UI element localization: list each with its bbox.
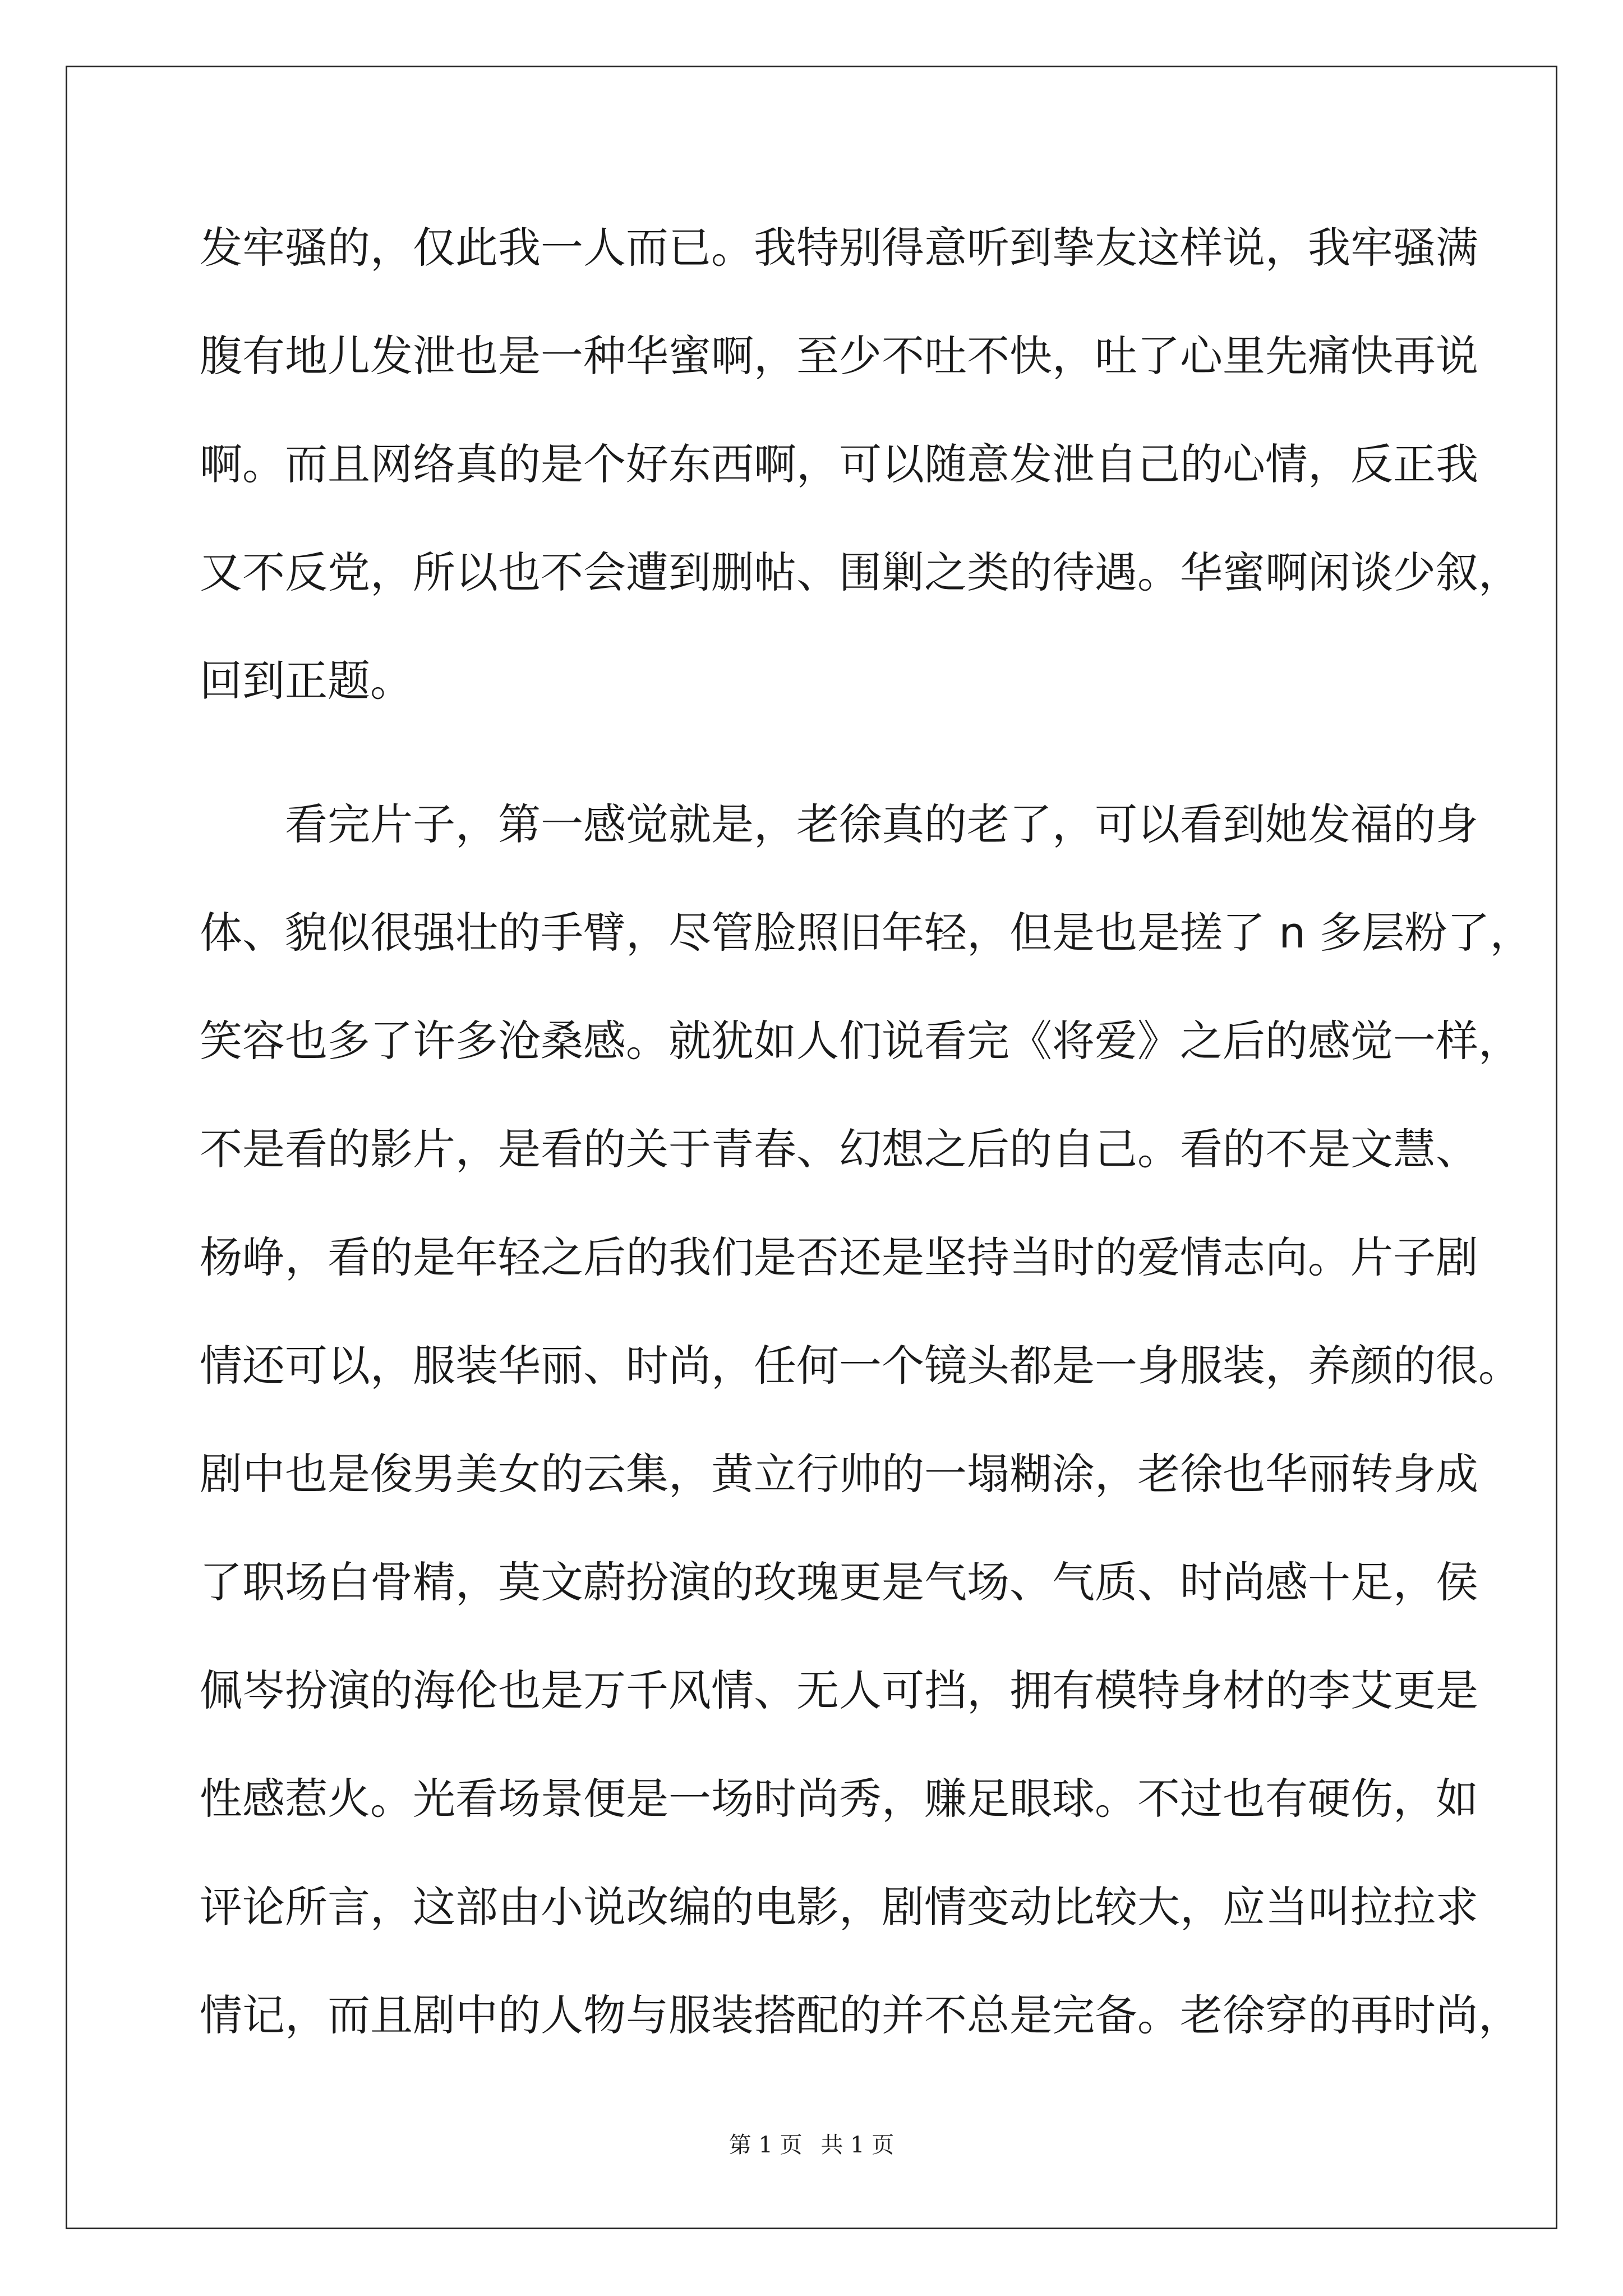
- text-line: 笑容也多了许多沧桑感。就犹如人们说看完《将爱》之后的感觉一样，: [200, 1016, 1521, 1066]
- document-body: [200, 214, 1533, 2090]
- text-line: 不是看的影片，是看的关于青春、幻想之后的自己。看的不是文慧、: [200, 1124, 1478, 1174]
- page-number: 第 1 页: [728, 2132, 803, 2158]
- text-line: 杨峥，看的是年轻之后的我们是否还是坚持当时的爱情志向。片子剧: [200, 1232, 1478, 1282]
- text-line: 回到正题。: [200, 656, 413, 706]
- page-total: 共 1 页: [820, 2132, 895, 2158]
- text-line: 情还可以，服装华丽、时尚，任何一个镜头都是一身服装，养颜的很。: [200, 1341, 1521, 1391]
- text-line: 剧中也是俊男美女的云集，黄立行帅的一塌糊涂，老徐也华丽转身成: [200, 1449, 1478, 1499]
- text-line: 腹有地儿发泄也是一种华蜜啊，至少不吐不快，吐了心里先痛快再说: [200, 331, 1478, 381]
- text-line: 性感惹火。光看场景便是一场时尚秀，赚足眼球。不过也有硬伤，如: [200, 1774, 1478, 1824]
- text-line: 又不反党，所以也不会遭到删帖、围剿之类的待遇。华蜜啊闲谈少叙，: [200, 547, 1521, 597]
- text-line: 了职场白骨精，莫文蔚扮演的玫瑰更是气场、气质、时尚感十足，侯: [200, 1557, 1478, 1607]
- text-line: 看完片子，第一感觉就是，老徐真的老了，可以看到她发福的身: [200, 799, 1478, 849]
- text-line: 啊。而且网络真的是个好东西啊，可以随意发泄自己的心情，反正我: [200, 439, 1478, 489]
- text-line: 情记，而且剧中的人物与服装搭配的并不总是完备。老徐穿的再时尚，: [200, 1990, 1521, 2040]
- text-line: 佩岑扮演的海伦也是万千风情、无人可挡，拥有模特身材的李艾更是: [200, 1665, 1478, 1715]
- page-footer: [0, 2127, 1623, 2159]
- text-line: 评论所言，这部由小说改编的电影，剧情变动比较大，应当叫拉拉求: [200, 1882, 1478, 1932]
- text-line: 体、貌似很强壮的手臂，尽管脸照旧年轻，但是也是搓了 n 多层粉了，: [200, 908, 1533, 958]
- text-line: 发牢骚的，仅此我一人而已。我特别得意听到挚友这样说，我牢骚满: [200, 223, 1478, 273]
